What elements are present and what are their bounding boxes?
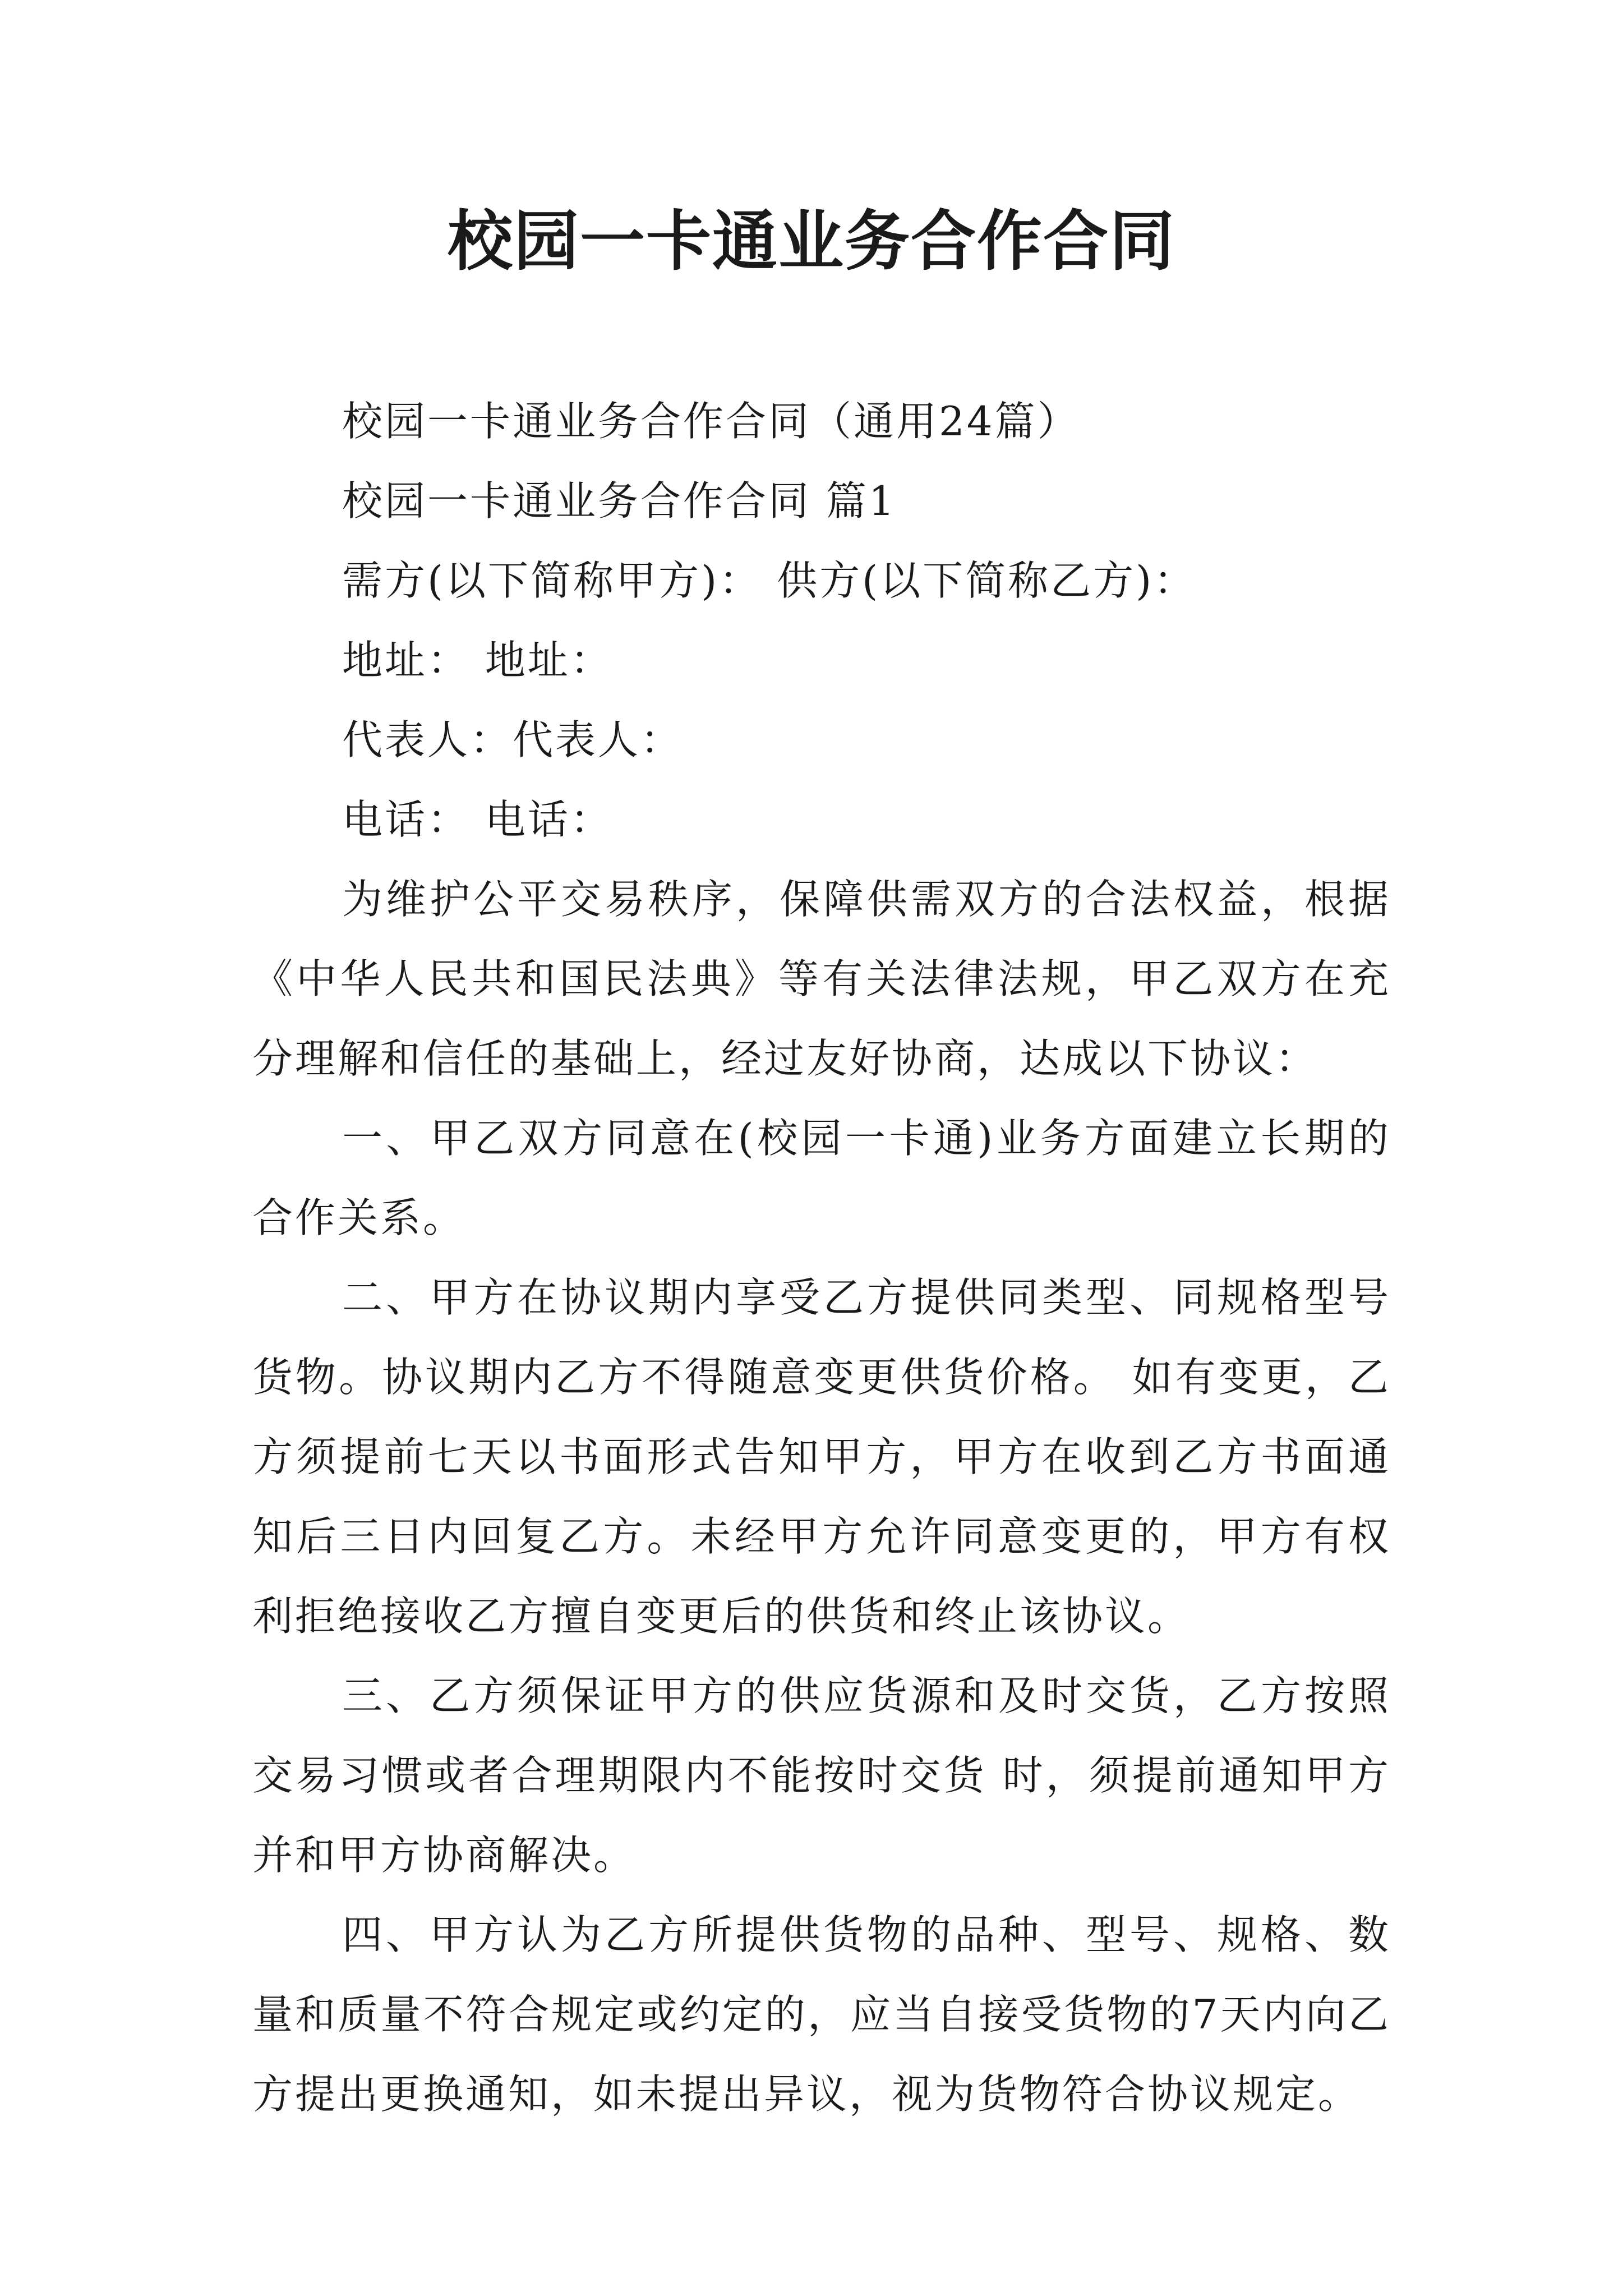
- paragraph-preamble: 为维护公平交易秩序，保障供需双方的合法权益，根据《中华人民共和国民法典》等有关法律法规，甲乙双方在充分理解和信任的基础上，经过友好协商，达成以下协议：: [252, 876, 1391, 1082]
- paragraph-clause-3: 三、乙方须保证甲方的供应货源和及时交货，乙方按照交易习惯或者合理期限内不能按时交货 时，须提前通知甲方并和甲方协商解决。: [252, 1672, 1391, 1879]
- paragraph-address: 地址： 地址：: [342, 637, 613, 684]
- paragraph-clause-1: 一、甲乙双方同意在(校园一卡通)业务方面建立长期的合作关系。: [252, 1115, 1391, 1241]
- paragraph-subtitle: 校园一卡通业务合作合同（通用24篇）: [342, 398, 1080, 445]
- paragraph-clause-4: 四、甲方认为乙方所提供货物的品种、型号、规格、数量和质量不符合规定或约定的，应当自接受货物的7天内向乙方提出更换通知，如未提出异议，视为货物符合协议规定。: [252, 1911, 1391, 2118]
- paragraph-phone: 电话： 电话：: [342, 796, 613, 843]
- paragraph-representative: 代表人：代表人：: [342, 716, 684, 763]
- paragraph-parties: 需方(以下简称甲方)： 供方(以下简称乙方)：: [342, 557, 1197, 604]
- paragraph-clause-2: 二、甲方在协议期内享受乙方提供同类型、同规格型号货物。协议期内乙方不得随意变更供货价格。 如有变更，乙方须提前七天以书面形式告知甲方，甲方在收到乙方书面通知后三日内回复乙方。未经甲方允许同意变更的，甲方有权利拒绝接收乙方擅自变更后的供货和终止该协议。: [252, 1274, 1391, 1640]
- document-body: [252, 381, 1391, 2134]
- paragraph-section-heading: 校园一卡通业务合作合同 篇1: [342, 477, 897, 524]
- document-title: 校园一卡通业务合作合同: [448, 203, 1175, 279]
